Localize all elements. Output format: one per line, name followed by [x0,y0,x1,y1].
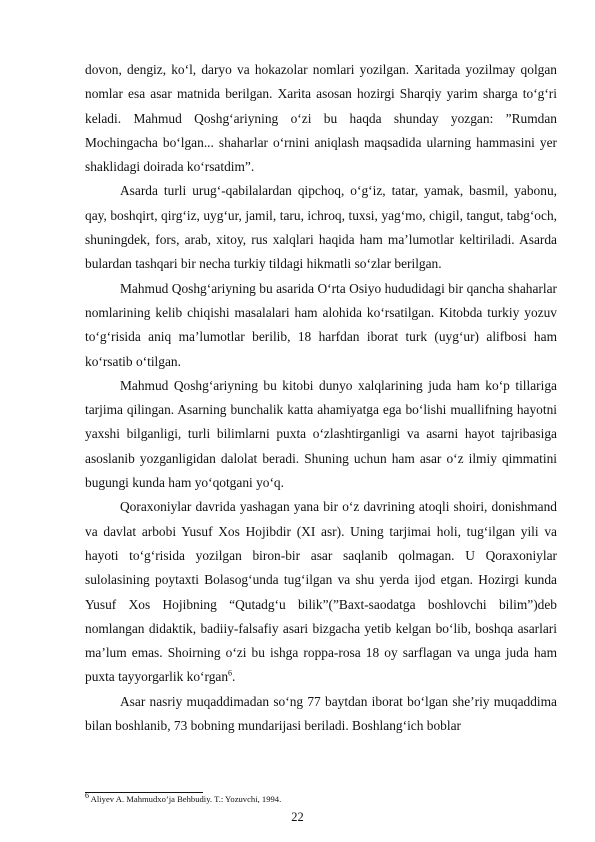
paragraph-5-text: Qoraxoniylar davrida yashagan yana bir o‘z davrining atoqli shoiri, donishmand va davlat arbobi Yusuf Xos Hojibdir (XI asr). Uning tarjimai holi, tug‘ilgan yili va hayoti to‘g‘risida yozilgan biron-bir asar saqlanib qolmagan. U Qoraxoniylar sulolasining poytaxti Bolasog‘unda tug‘ilgan va shu yerda ijod etgan. Hozirgi kunda Yusuf Xos Hojibning “Qutadg‘u bilik”(”Baxt-saodatga boshlovchi bilim”)deb nomlangan didaktik, badiiy-falsafiy asari bizgacha yetib kelgan bo‘lib, boshqa asarlari ma’lum emas. Shoirning o‘zi bu ishga roppa-rosa 18 oy sarflagan va unga juda ham puxta tayyorgarlik ko‘rgan [85,499,557,685]
paragraph-3: Mahmud Qoshg‘ariyning bu asarida O‘rta Osiyo hududidagi bir qancha shaharlar nomlarining kelib chiqishi masalalari ham alohida ko‘rsatilgan. Kitobda turkiy yozuv to‘g‘risida aniq ma’lumotlar berilib, 18 harfdan iborat turk (uyg‘ur) alifbosi ham ko‘rsatib o‘tilgan. [85,280,557,369]
footnote-marker: 6 [85,791,89,801]
paragraph-6: Asar nasriy muqaddimadan so‘ng 77 baytdan iborat bo‘lgan she’riy muqaddima bilan boshlanib, 73 bobning mundarijasi beriladi. Boshlang‘ich boblar [85,693,557,734]
footnote [85,791,557,805]
footnote-divider [85,792,203,793]
paragraph-4: Mahmud Qoshg‘ariyning bu kitobi dunyo xalqlarining juda ham ko‘p tillariga tarjima qilingan. Asarning bunchalik katta ahamiyatga ega bo‘lishi muallifning hayotni yaxshi bilganligi, turli bilimlarni puxta o‘zlashtirganligi va asarni hayot tajribasiga asoslanib yozganligidan dalolat beradi. Shuning uchun ham asar o‘z ilmiy qimmatini bugungi kunda ham yo‘qotgani yo‘q. [85,377,557,491]
paragraph-5: Qoraxoniylar davrida yashagan yana bir o‘z davrining atoqli shoiri, donishmand va davlat arbobi Yusuf Xos Hojibdir (XI asr). Uning tarjimai holi, tug‘ilgan yili va hayoti to‘g‘risida yozilgan biron-bir asar saqlanib qolmagan. U Qoraxoniylar sulolasining poytaxti Bolasog‘unda tug‘ilgan va shu yerda ijod etgan. Hozirgi kunda Yusuf Xos Hojibning “Qutadg‘u bilik”(”Baxt-saodatga boshlovchi bilim”)deb nomlangan didaktik, badiiy-falsafiy asari bizgacha yetib kelgan bo‘lib, boshqa asarlari ma’lum emas. Shoirning o‘zi bu ishga roppa-rosa 18 oy sarflagan va unga juda ham puxta tayyorgarlik ko‘rgan$^6$. [85,499,557,685]
footnote-reference[interactable]: 6 [228,668,233,678]
paragraph-2: Asarda turli urug‘-qabilalardan qipchoq, o‘g‘iz, tatar, yamak, basmil, yabonu, qay, boshqirt, qirg‘iz, uyg‘ur, jamil, taru, ichroq, tuxsi, yag‘mo, chigil, tangut, tabg‘och, shuningdek, fors, arab, xitoy, rus xalqlari haqida ham ma’lumotlar keltiriladi. Asarda bulardan tashqari bir necha turkiy tildagi hikmatli so‘zlar berilgan. [85,183,557,272]
page-body [85,58,557,738]
paragraph-1: dovon, dengiz, ko‘l, daryo va hokazolar nomlari yozilgan. Xaritada yozilmay qolgan nomlar esa asar matnida berilgan. Xarita asosan hozirgi Sharqiy yarim sharga to‘g‘ri keladi. Mahmud Qoshg‘ariyning o‘zi bu haqda shunday yozgan: ”Rumdan Mochingacha bo‘lgan... shaharlar o‘rnini aniqlash maqsadida ularning hammasini yer shaklidagi doirada ko‘rsatdim”. [85,62,557,175]
page-number: 22 [291,810,304,824]
footnote-text: Aliyev A. Mahmudxo’ja Behbudiy. T.: Yozuvchi, 1994. [89,794,282,804]
